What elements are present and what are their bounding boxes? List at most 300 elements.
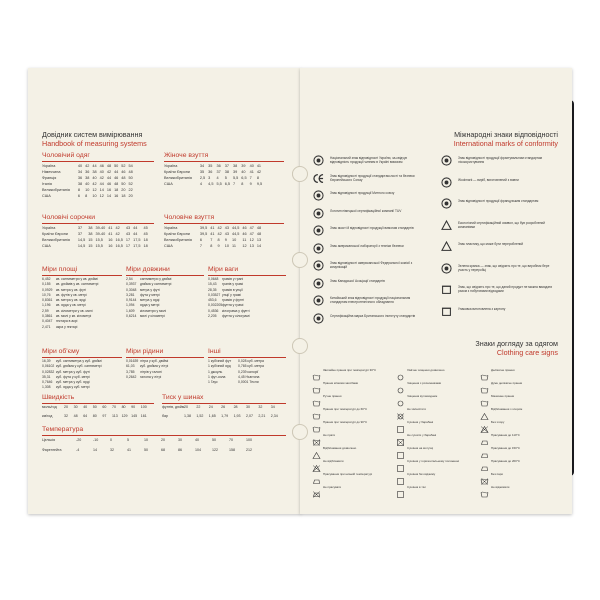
row-label: Великобританія <box>164 176 192 180</box>
mark-description: Упаковка виготовлена з картону <box>458 306 506 311</box>
wash-60-icon <box>312 407 321 414</box>
size-table-men-clothes <box>42 163 136 199</box>
table-cell: 41 <box>210 232 215 236</box>
conversion-value: 2,59 <box>42 308 49 313</box>
row-value: 0 <box>110 438 112 442</box>
pressure-row-bar <box>162 414 283 418</box>
table-cell: 39,5 <box>199 232 208 236</box>
pressure-row-psi <box>162 405 283 409</box>
table-cell: 15,5 <box>95 238 103 242</box>
table-cell: 44 <box>133 226 138 230</box>
table-cell: 6 <box>199 238 203 242</box>
row-label: Франція <box>42 176 57 180</box>
weight-conversion-list <box>208 277 250 319</box>
row-value: 20 <box>64 405 68 409</box>
row-label: Німеччина <box>42 170 61 174</box>
row-value: 64 <box>83 414 88 418</box>
table-cell: 7 <box>249 176 252 180</box>
table-cell: 9 <box>249 182 252 186</box>
table-cell: 48 <box>128 170 133 174</box>
conversion-label: кв. ярда у кв. метрі <box>56 303 86 308</box>
table-cell: 3 <box>208 176 211 180</box>
table-cell: 18 <box>143 244 148 248</box>
table-cell: 4 <box>199 182 203 186</box>
row-value: 80 <box>92 414 97 418</box>
table-cell: 6,5 <box>224 182 231 186</box>
table-cell: 5,5 <box>216 182 222 186</box>
divider <box>164 161 284 162</box>
mark-description: Китайський знак відповідності продукції національним стандартам електротехнічного обладнання <box>330 296 411 305</box>
drip-dry-icon <box>396 472 405 479</box>
recycle-icon <box>440 240 453 253</box>
conversion-value: 1,609 <box>126 308 135 313</box>
row-label: США <box>164 244 173 248</box>
mark-description: Знак відповідності продукції Митного союзу <box>330 191 395 195</box>
conversion-label: метра у ярді <box>140 298 160 303</box>
row-label: Країни Європи <box>164 170 190 174</box>
table-cell: 48 <box>256 226 262 230</box>
table-cell: 6,5 <box>241 176 247 180</box>
conversion-label: літра у куб. дюймі <box>140 359 169 363</box>
table-cell: 44 <box>92 164 97 168</box>
conversion-label: куб. метра у куб. футі <box>56 369 90 374</box>
table-cell: 40 <box>92 176 97 180</box>
left-page <box>28 68 301 514</box>
care-description: Ручне прання <box>323 394 342 398</box>
conversion-label: куб. ярда у куб. метрі <box>56 385 90 390</box>
right-page <box>300 68 572 514</box>
table-cell: 37 <box>77 226 83 230</box>
table-cell: 7 <box>233 182 236 186</box>
conversion-label: гранів у грамі <box>222 282 244 287</box>
conversion-label: ярда у метрі <box>140 303 160 308</box>
conversion-value: 1 кубічний фут <box>208 359 232 363</box>
iron-icon <box>312 472 321 479</box>
table-cell: 50 <box>121 182 126 186</box>
row-label: Великобританія <box>42 188 70 192</box>
table-cell: 8 <box>210 244 213 248</box>
table-cell: 42 <box>115 232 120 236</box>
divider <box>42 275 122 276</box>
section-heading: Міри об'єму <box>42 348 80 355</box>
table-cell: 40 <box>241 170 246 174</box>
conversion-label: грамів у грані <box>222 277 244 281</box>
iron-200-icon <box>480 459 489 466</box>
table-cell: 8 <box>217 238 220 242</box>
conversion-value: 0,7646 <box>42 380 53 385</box>
conversion-value: 0,3048 <box>126 287 137 292</box>
fcc-mark-icon <box>312 259 325 272</box>
care-description: Прання м'якими засобами <box>323 381 359 385</box>
row-label: Великобританія <box>164 238 192 242</box>
conversion-value: 0,002205 <box>208 303 223 308</box>
speed-row-mph <box>42 405 150 409</box>
care-description: Хімічне чищення дозволено <box>407 368 445 372</box>
table-cell: 34 <box>199 164 205 168</box>
divider <box>126 357 204 358</box>
table-cell: 36 <box>85 170 90 174</box>
table-cell: 41 <box>249 170 254 174</box>
row-label: Італія <box>42 182 52 186</box>
no-iron-icon <box>312 485 321 492</box>
mark-description: Знак американської лабораторії з техніки безпеки <box>330 243 404 248</box>
table-cell: 41 <box>210 226 215 230</box>
mark-description: Знак, що свідчить про те, що даний продукт не можна викидати разом з побутовими відходами <box>458 285 553 294</box>
row-value: 40 <box>83 405 88 409</box>
conversion-value: 0,9144 <box>126 298 137 303</box>
conversion-value: 0,0648 <box>208 277 219 281</box>
section-heading: Чоловічий одяг <box>42 152 90 159</box>
row-label: км/год <box>42 414 53 418</box>
conversion-value: 1,196 <box>42 303 51 308</box>
care-subtitle: Clothing care signs <box>496 348 558 357</box>
table-row <box>164 243 264 249</box>
section-heading: Чоловічі сорочки <box>42 214 96 221</box>
section-heading: Міри ваги <box>208 266 239 273</box>
conversion-label: куб. дюйма у куб. сантиметрі <box>56 364 102 369</box>
conversion-value: 1 Гаус <box>208 380 218 385</box>
table-cell: 5 <box>224 176 227 180</box>
conversion-label: кв. милі у кв. кілометрі <box>56 314 92 319</box>
table-cell: 43 <box>224 232 229 236</box>
page-title: Довідник систем вимірювання <box>42 130 143 139</box>
list-item <box>126 375 168 380</box>
size-table-women-shoes <box>164 163 265 187</box>
volume-conversion-list <box>42 359 102 391</box>
table-cell: 4 <box>216 176 219 180</box>
care-description: Не хімчистити <box>407 407 427 411</box>
care-description: Чищення вуглеводнем <box>407 394 438 398</box>
row-value: 2,34 <box>270 414 278 418</box>
conversion-label: 0,239 калорії <box>238 369 259 374</box>
box-icon <box>440 305 453 318</box>
table-cell: 11 <box>231 244 236 248</box>
section-heading: Жіноче взуття <box>164 152 209 159</box>
table-cell: 40 <box>77 164 83 168</box>
list-item <box>42 385 102 390</box>
green-dot-icon <box>440 262 453 275</box>
table-cell: 38 <box>233 164 238 168</box>
section-heading: Тиск у шинах <box>162 394 204 401</box>
table-cell: 9,5 <box>256 182 263 186</box>
table-cell: 14,5 <box>77 244 86 248</box>
conversion-label: 0,765 куб. метра <box>238 364 264 369</box>
care-description: Не сушити у барабані <box>407 433 437 437</box>
table-cell: 42 <box>85 164 90 168</box>
conversion-label: кв. сантиметри у кв. дюймі <box>56 277 98 281</box>
conversion-value: 1 фут-сила <box>208 374 226 379</box>
conversion-label: сантиметри у дюймі <box>140 277 172 281</box>
mark-description: Знак Канадської Асоціації стандартів <box>330 278 385 283</box>
row-value: 113 <box>111 414 118 418</box>
table-cell: 14 <box>99 188 104 192</box>
mark-description: Екологічний сертифікаційний символ, що був розроблений компаніями <box>458 220 545 229</box>
row-value: 48 <box>73 414 78 418</box>
care-description: Машинне прання <box>491 394 515 398</box>
row-value: 20 <box>161 438 165 442</box>
table-cell: 17,5 <box>133 244 141 248</box>
mark-description: Знак якості й відповідності продукції вимогам стандартів <box>330 226 414 230</box>
table-cell: 36 <box>208 170 213 174</box>
temperature-row-celsius <box>42 438 263 442</box>
conversion-label: гектара в акрі <box>56 319 78 324</box>
table-cell: 9 <box>224 238 227 242</box>
row-label: Україна <box>42 164 56 168</box>
bin-icon <box>440 283 453 296</box>
table-cell: 37 <box>77 232 83 236</box>
fsc-mark-icon <box>440 154 453 167</box>
tumble-dry-icon <box>396 420 405 427</box>
conversion-label: літрів у галоні <box>140 369 162 374</box>
row-value: 32 <box>258 405 263 409</box>
iron-150-icon <box>480 446 489 453</box>
conversion-label: грамів в унції <box>222 287 243 292</box>
care-description: Делікатне прання <box>491 368 515 372</box>
conversion-label: куб. сантиметра у куб. дюймі <box>56 359 102 363</box>
table-cell: 13 <box>249 244 254 248</box>
row-value: -10 <box>93 438 99 442</box>
hand-wash-icon <box>312 394 321 401</box>
table-cell: 13 <box>256 238 262 242</box>
table-row <box>164 181 265 187</box>
table-cell: 43 <box>224 226 229 230</box>
bsi-mark-icon <box>312 312 325 325</box>
page-subtitle: International marks of conformity <box>453 139 558 148</box>
conversion-value: 1,308 <box>42 385 51 390</box>
conversion-label: куб. дюйма у літрі <box>140 364 169 369</box>
table-cell: 46 <box>99 164 104 168</box>
table-cell: 14 <box>106 194 112 198</box>
conversion-value: 0,3861 <box>42 314 53 319</box>
mark-description: Зелена крапка — знак, що свідчить про те, що виробник бере участь у переробці <box>458 263 550 272</box>
care-description: Без хлору <box>491 420 505 424</box>
machine-icon <box>480 394 489 401</box>
conversion-value: 0,0929 <box>42 287 53 292</box>
conversion-value: 3,281 <box>126 292 135 297</box>
table-cell: 48 <box>256 232 262 236</box>
row-value: 1,65 <box>208 414 216 418</box>
table-cell: 15,5 <box>95 244 103 248</box>
line-dry-icon <box>396 446 405 453</box>
row-label: Країни Європи <box>42 232 68 236</box>
tuv-mark-icon <box>312 207 325 220</box>
conversion-label: милі у кілометрі <box>140 314 165 319</box>
conversion-label: 4,45 Ньютона <box>238 374 260 379</box>
row-value: 100 <box>140 405 147 409</box>
conversion-label: 0,0001 Тесли <box>238 380 259 385</box>
table-cell: 34 <box>77 170 83 174</box>
eac-mark-icon <box>312 189 325 202</box>
table-cell: 46 <box>242 232 247 236</box>
table-cell: 22 <box>128 188 133 192</box>
table-cell: 47 <box>249 226 254 230</box>
table-cell: 20 <box>128 194 133 198</box>
flat-dry-icon <box>396 459 405 466</box>
table-cell: 40 <box>85 182 90 186</box>
table-cell: 41 <box>108 232 113 236</box>
row-value: 20 <box>184 405 188 409</box>
table-cell: 6 <box>77 194 81 198</box>
wring-icon <box>480 485 489 492</box>
row-value: 70 <box>229 438 233 442</box>
row-value: 30 <box>178 438 182 442</box>
table-cell: 12 <box>242 244 247 248</box>
table-cell: 40 <box>249 164 254 168</box>
table-row <box>42 193 136 199</box>
row-value: 1,93 <box>233 414 241 418</box>
mark-description: Знак пластику, що може бути перероблений <box>458 242 524 246</box>
table-cell: 16 <box>108 238 113 242</box>
shade-dry-icon <box>396 485 405 492</box>
table-cell: 44,5 <box>231 232 240 236</box>
row-value: 14 <box>93 448 97 452</box>
table-cell: 16 <box>108 244 113 248</box>
row-label: фунтів, дюйм <box>162 405 185 409</box>
care-description: Відбілювання з хлором <box>491 407 523 411</box>
section-heading: Температура <box>42 426 84 433</box>
care-description: Не прасувати <box>323 485 342 489</box>
table-cell: 11 <box>242 238 247 242</box>
ul-mark-icon <box>312 242 325 255</box>
conversion-label: кв. метра у кв. футі <box>56 287 87 292</box>
conversion-label: кв. метра у кв. ярді <box>56 298 86 303</box>
table-row <box>42 243 151 249</box>
table-cell: 41 <box>256 164 262 168</box>
row-value: 68 <box>161 448 165 452</box>
table-cell: 42 <box>106 170 112 174</box>
table-cell: 8 <box>77 188 81 192</box>
dry-clean-p-icon <box>396 381 405 388</box>
row-value: 1,52 <box>196 414 204 418</box>
conversion-label: кілограма у фунті <box>222 308 250 313</box>
dry-clean-icon <box>396 368 405 375</box>
gs-mark-icon <box>312 224 325 237</box>
care-description: Сушіння у горизонтальному положенні <box>407 459 459 463</box>
conversion-value: 3,785 <box>126 369 135 374</box>
table-cell: 44 <box>99 182 104 186</box>
speed-row-kmh <box>42 414 150 418</box>
care-description: Сушіння на мотузці <box>407 446 434 450</box>
row-value: 122 <box>212 448 218 452</box>
row-value: 104 <box>195 448 201 452</box>
conversion-value: 6,452 <box>42 277 51 281</box>
table-cell: 16,5 <box>115 238 123 242</box>
binding-hole <box>292 338 308 354</box>
row-label: Україна <box>164 226 178 230</box>
row-value: 24 <box>208 405 213 409</box>
row-label: Країни Європи <box>164 232 190 236</box>
table-cell: 38 <box>77 182 83 186</box>
page-title: Міжнародні знаки відповідності <box>454 130 558 139</box>
divider <box>126 275 204 276</box>
table-cell: 16 <box>106 188 112 192</box>
table-cell: 15 <box>88 238 93 242</box>
care-description: Не прати <box>323 433 336 437</box>
conversion-value: 0,155 <box>42 282 51 287</box>
row-value: 2,21 <box>258 414 266 418</box>
conversion-label: куб. фута у куб. метрі <box>56 374 90 379</box>
table-cell: 45 <box>143 226 148 230</box>
mark-description: Логотип німецької сертифікаційної компанії TUV <box>330 208 402 213</box>
row-value: 161 <box>140 414 147 418</box>
section-heading: Інші <box>208 348 221 355</box>
wash-30-icon <box>312 368 321 375</box>
no-steam-icon <box>480 472 489 479</box>
table-cell: 36 <box>216 164 221 168</box>
conversion-value: 1 джоуль <box>208 369 223 374</box>
divider <box>42 223 154 224</box>
table-cell: 18 <box>114 188 119 192</box>
temperature-row-fahrenheit <box>42 448 263 452</box>
care-description: Не віджимати <box>491 485 510 489</box>
row-value: 5 <box>127 438 129 442</box>
care-description: Сушіння у барабані <box>407 420 434 424</box>
row-value: 28 <box>233 405 238 409</box>
divider <box>42 161 154 162</box>
row-value: 2,07 <box>245 414 253 418</box>
size-table-men-shirts <box>42 225 151 249</box>
care-description: Сушіння в тіні <box>407 485 426 489</box>
conversion-value: 0,2642 <box>126 374 137 379</box>
table-cell: 35 <box>199 170 205 174</box>
table-cell: 50 <box>128 176 133 180</box>
table-cell: 12 <box>249 238 254 242</box>
table-cell: 52 <box>121 164 126 168</box>
conversion-value: 0,3937 <box>126 282 137 287</box>
mark-description: Знак відповідності продукції французьким стандартам <box>458 199 539 203</box>
dry-clean-f-icon <box>396 394 405 401</box>
eco-mark-icon <box>440 219 453 232</box>
conversion-value: 35,31 <box>42 374 51 379</box>
mark-description: Знак відповідності американської Федеральної комісії з комунікацій <box>330 261 413 270</box>
section-heading: Швидкість <box>42 394 75 401</box>
table-cell: 7 <box>210 238 213 242</box>
mark-description: Знак відповідності продукції стандартам-ності та безпеки Європейського Союзу <box>330 173 415 182</box>
divider <box>164 223 284 224</box>
chlorine-icon <box>480 407 489 414</box>
conversion-label: фута у метрі <box>140 292 160 297</box>
ce-mark-icon <box>312 172 325 185</box>
list-item <box>208 380 264 385</box>
table-cell: 42 <box>256 170 262 174</box>
no-wash-icon <box>312 433 321 440</box>
size-table-men-shoes <box>164 225 264 249</box>
conversion-label: кв. кілометри у кв. милі <box>56 308 93 313</box>
table-cell: 54 <box>128 164 133 168</box>
table-cell: 37 <box>224 164 229 168</box>
table-cell: 10 <box>231 238 237 242</box>
care-title: Знаки догляду за одягом <box>475 339 558 348</box>
binding-hole <box>292 166 308 182</box>
conversion-label: 0,028 куб. метра <box>238 359 264 363</box>
mark-description: Сертифікаційна марка Британського інституту стандартів <box>330 313 416 318</box>
conversion-value: 453,6 <box>208 298 217 303</box>
area-conversion-list <box>42 277 98 330</box>
row-label: Цельсія <box>42 438 56 442</box>
row-value: 158 <box>229 448 235 452</box>
care-description: Не відбілювати <box>323 459 344 463</box>
row-value: 100 <box>246 438 252 442</box>
conversion-value: 1,094 <box>126 303 135 308</box>
table-cell: 18 <box>143 238 148 242</box>
row-value: 50 <box>144 448 148 452</box>
table-cell: 39-40 <box>95 232 106 236</box>
table-cell: 38 <box>85 176 90 180</box>
table-cell: 8 <box>256 176 259 180</box>
care-description: Без пари <box>491 472 503 476</box>
conversion-label: акра у гектарі <box>56 324 78 329</box>
conversion-value: 1 кубічний ярд <box>208 364 231 369</box>
